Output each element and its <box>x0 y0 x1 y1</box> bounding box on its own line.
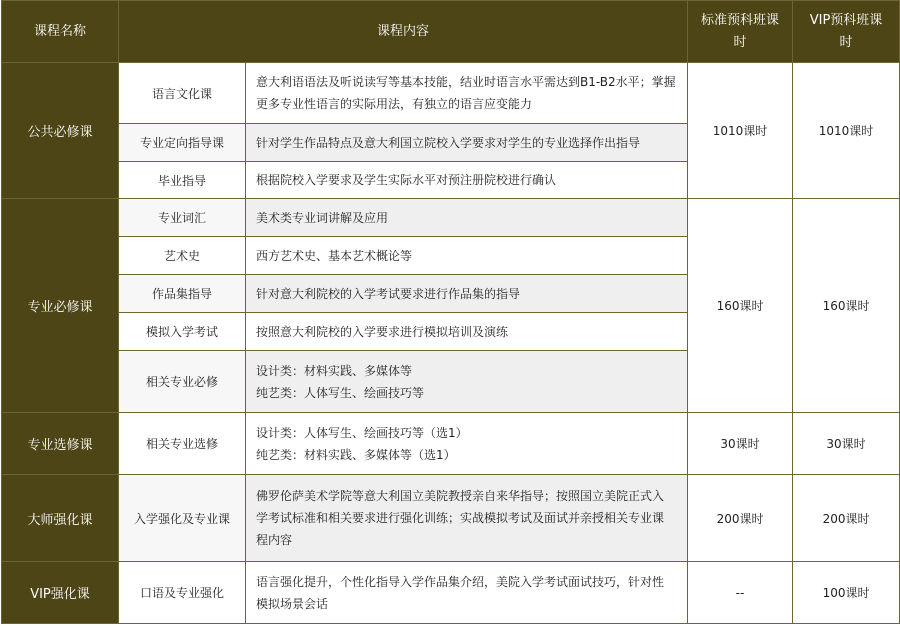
subject-cell: 相关专业必修 <box>119 351 246 413</box>
header-course-name: 课程名称 <box>2 1 119 63</box>
table-row <box>2 413 900 475</box>
description-cell: 设计类：人体写生、绘画技巧等（选1） 纯艺类：材料实践、多媒体等（选1） <box>246 413 688 475</box>
description-cell: 按照意大利院校的入学要求进行模拟培训及演练 <box>246 313 688 351</box>
course-table <box>1 0 900 624</box>
description-cell: 意大利语语法及听说读写等基本技能，结业时语言水平需达到B1-B2水平；掌握 更多专业性语言的实际用法，有独立的语言应变能力 <box>246 63 688 124</box>
description-cell: 语言强化提升，个性化指导入学作品集介绍，美院入学考试面试技巧，针对性 模拟场景会话 <box>246 562 688 624</box>
subject-cell: 专业定向指导课 <box>119 124 246 162</box>
subject-cell: 口语及专业强化 <box>119 562 246 624</box>
subject-cell: 模拟入学考试 <box>119 313 246 351</box>
subject-cell: 语言文化课 <box>119 63 246 124</box>
description-cell: 美术类专业词讲解及应用 <box>246 199 688 237</box>
subject-cell: 艺术史 <box>119 237 246 275</box>
table-row <box>2 199 900 237</box>
category-cell: VIP强化课 <box>2 562 119 624</box>
standard-hours-cell: 1010课时 <box>688 63 793 199</box>
description-cell: 佛罗伦萨美术学院等意大利国立美院教授亲自来华指导；按照国立美院正式入 学考试标准和相关要求进行强化训练；实战模拟考试及面试并亲授相关专业课 程内容 <box>246 475 688 562</box>
vip-hours-cell: 160课时 <box>793 199 900 413</box>
vip-hours-cell: 1010课时 <box>793 63 900 199</box>
standard-hours-cell: 200课时 <box>688 475 793 562</box>
subject-cell: 专业词汇 <box>119 199 246 237</box>
subject-cell: 相关专业选修 <box>119 413 246 475</box>
subject-cell: 入学强化及专业课 <box>119 475 246 562</box>
subject-cell: 作品集指导 <box>119 275 246 313</box>
table-row <box>2 562 900 624</box>
header-vip-hours: VIP预科班课 时 <box>793 1 900 63</box>
category-cell: 专业必修课 <box>2 199 119 413</box>
standard-hours-cell: 30课时 <box>688 413 793 475</box>
header-standard-hours: 标准预科班课 时 <box>688 1 793 63</box>
header-row <box>2 1 900 63</box>
description-cell: 西方艺术史、基本艺术概论等 <box>246 237 688 275</box>
subject-cell: 毕业指导 <box>119 162 246 199</box>
header-course-content: 课程内容 <box>119 1 688 63</box>
description-cell: 设计类：材料实践、多媒体等 纯艺类：人体写生、绘画技巧等 <box>246 351 688 413</box>
table-row <box>2 63 900 124</box>
description-cell: 针对意大利院校的入学考试要求进行作品集的指导 <box>246 275 688 313</box>
category-cell: 公共必修课 <box>2 63 119 199</box>
standard-hours-cell: -- <box>688 562 793 624</box>
category-cell: 专业选修课 <box>2 413 119 475</box>
vip-hours-cell: 200课时 <box>793 475 900 562</box>
category-cell: 大师强化课 <box>2 475 119 562</box>
description-cell: 针对学生作品特点及意大利国立院校入学要求对学生的专业选择作出指导 <box>246 124 688 162</box>
vip-hours-cell: 30课时 <box>793 413 900 475</box>
table-row <box>2 475 900 562</box>
description-cell: 根据院校入学要求及学生实际水平对预注册院校进行确认 <box>246 162 688 199</box>
vip-hours-cell: 100课时 <box>793 562 900 624</box>
standard-hours-cell: 160课时 <box>688 199 793 413</box>
